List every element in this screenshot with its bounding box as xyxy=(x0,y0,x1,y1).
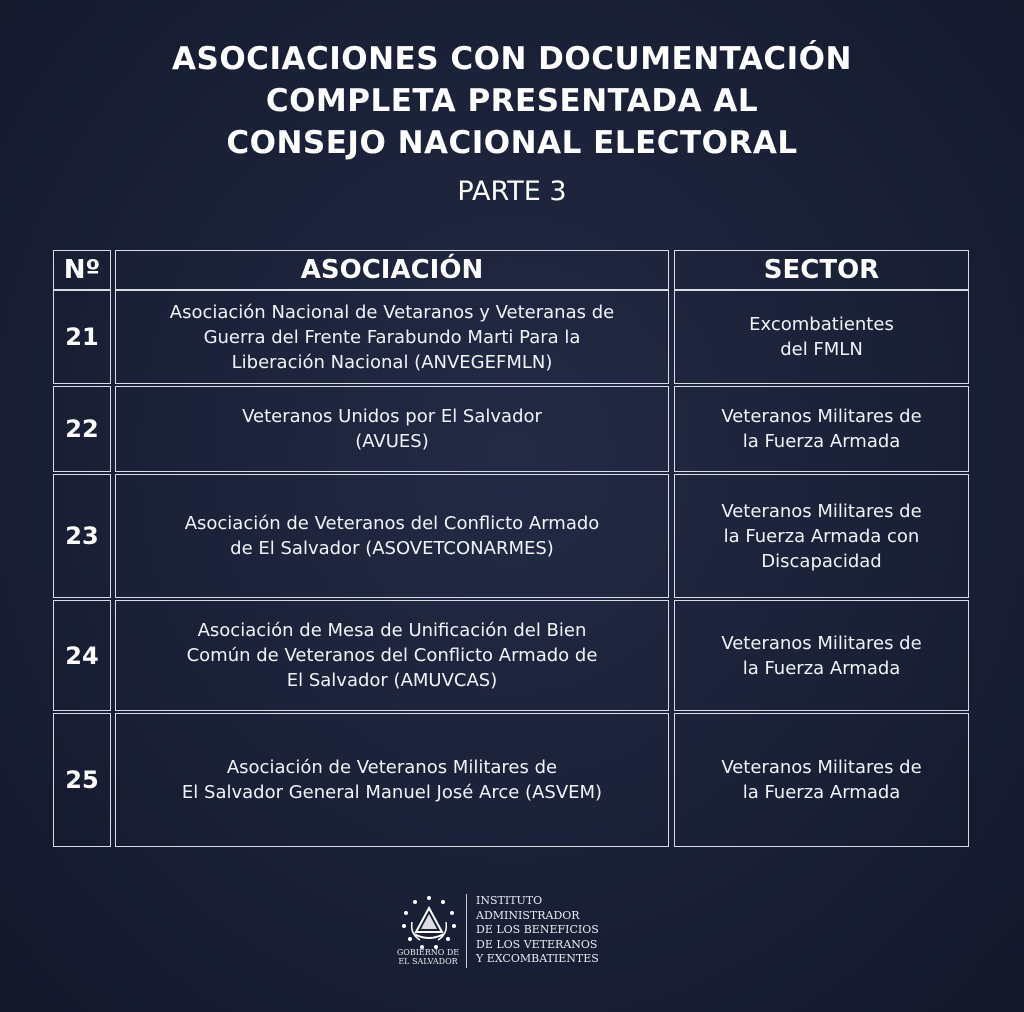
row-25-asociacion: Asociación de Veteranos Militares de El Salvador General Manuel José Arce (ASVEM) xyxy=(115,713,669,847)
page-title xyxy=(0,38,1024,164)
row-25-sector: Veteranos Militares de la Fuerza Armada xyxy=(674,713,969,847)
el-salvador-coat-of-arms-icon xyxy=(398,892,460,954)
row-21-num: 21 xyxy=(53,290,111,384)
title-line-2: COMPLETA PRESENTADA AL xyxy=(265,83,759,119)
row-24-asociacion: Asociación de Mesa de Unificación del Bien Común de Veteranos del Conflicto Armado de El Salvador (AMUVCAS) xyxy=(115,600,669,711)
header-num: Nº xyxy=(53,250,111,290)
page-subtitle: PARTE 3 xyxy=(457,176,567,207)
header-sector: SECTOR xyxy=(674,250,969,290)
row-22-asociacion: Veteranos Unidos por El Salvador (AVUES) xyxy=(115,386,669,472)
row-24-sector: Veteranos Militares de la Fuerza Armada xyxy=(674,600,969,711)
row-25-num: 25 xyxy=(53,713,111,847)
row-21-sector: Excombatientes del FMLN xyxy=(674,290,969,384)
gov-label: GOBIERNO DE EL SALVADOR xyxy=(396,948,460,966)
title-line-3: CONSEJO NACIONAL ELECTORAL xyxy=(226,125,798,161)
header-asociacion: ASOCIACIÓN xyxy=(115,250,669,290)
footer-logo xyxy=(396,890,636,972)
row-22-sector: Veteranos Militares de la Fuerza Armada xyxy=(674,386,969,472)
row-23-num: 23 xyxy=(53,474,111,598)
institute-name: INSTITUTO ADMINISTRADOR DE LOS BENEFICIOS DE LOS VETERANOS Y EXCOMBATIENTES xyxy=(476,894,599,965)
title-line-1: ASOCIACIONES CON DOCUMENTACIÓN xyxy=(172,41,852,77)
row-24-num: 24 xyxy=(53,600,111,711)
row-22-num: 22 xyxy=(53,386,111,472)
row-23-sector: Veteranos Militares de la Fuerza Armada con Discapacidad xyxy=(674,474,969,598)
row-23-asociacion: Asociación de Veteranos del Conflicto Armado de El Salvador (ASOVETCONARMES) xyxy=(115,474,669,598)
row-21-asociacion: Asociación Nacional de Vetaranos y Veteranas de Guerra del Frente Farabundo Marti Para la Liberación Nacional (ANVEGEFMLN) xyxy=(115,290,669,384)
footer-divider xyxy=(466,894,467,968)
